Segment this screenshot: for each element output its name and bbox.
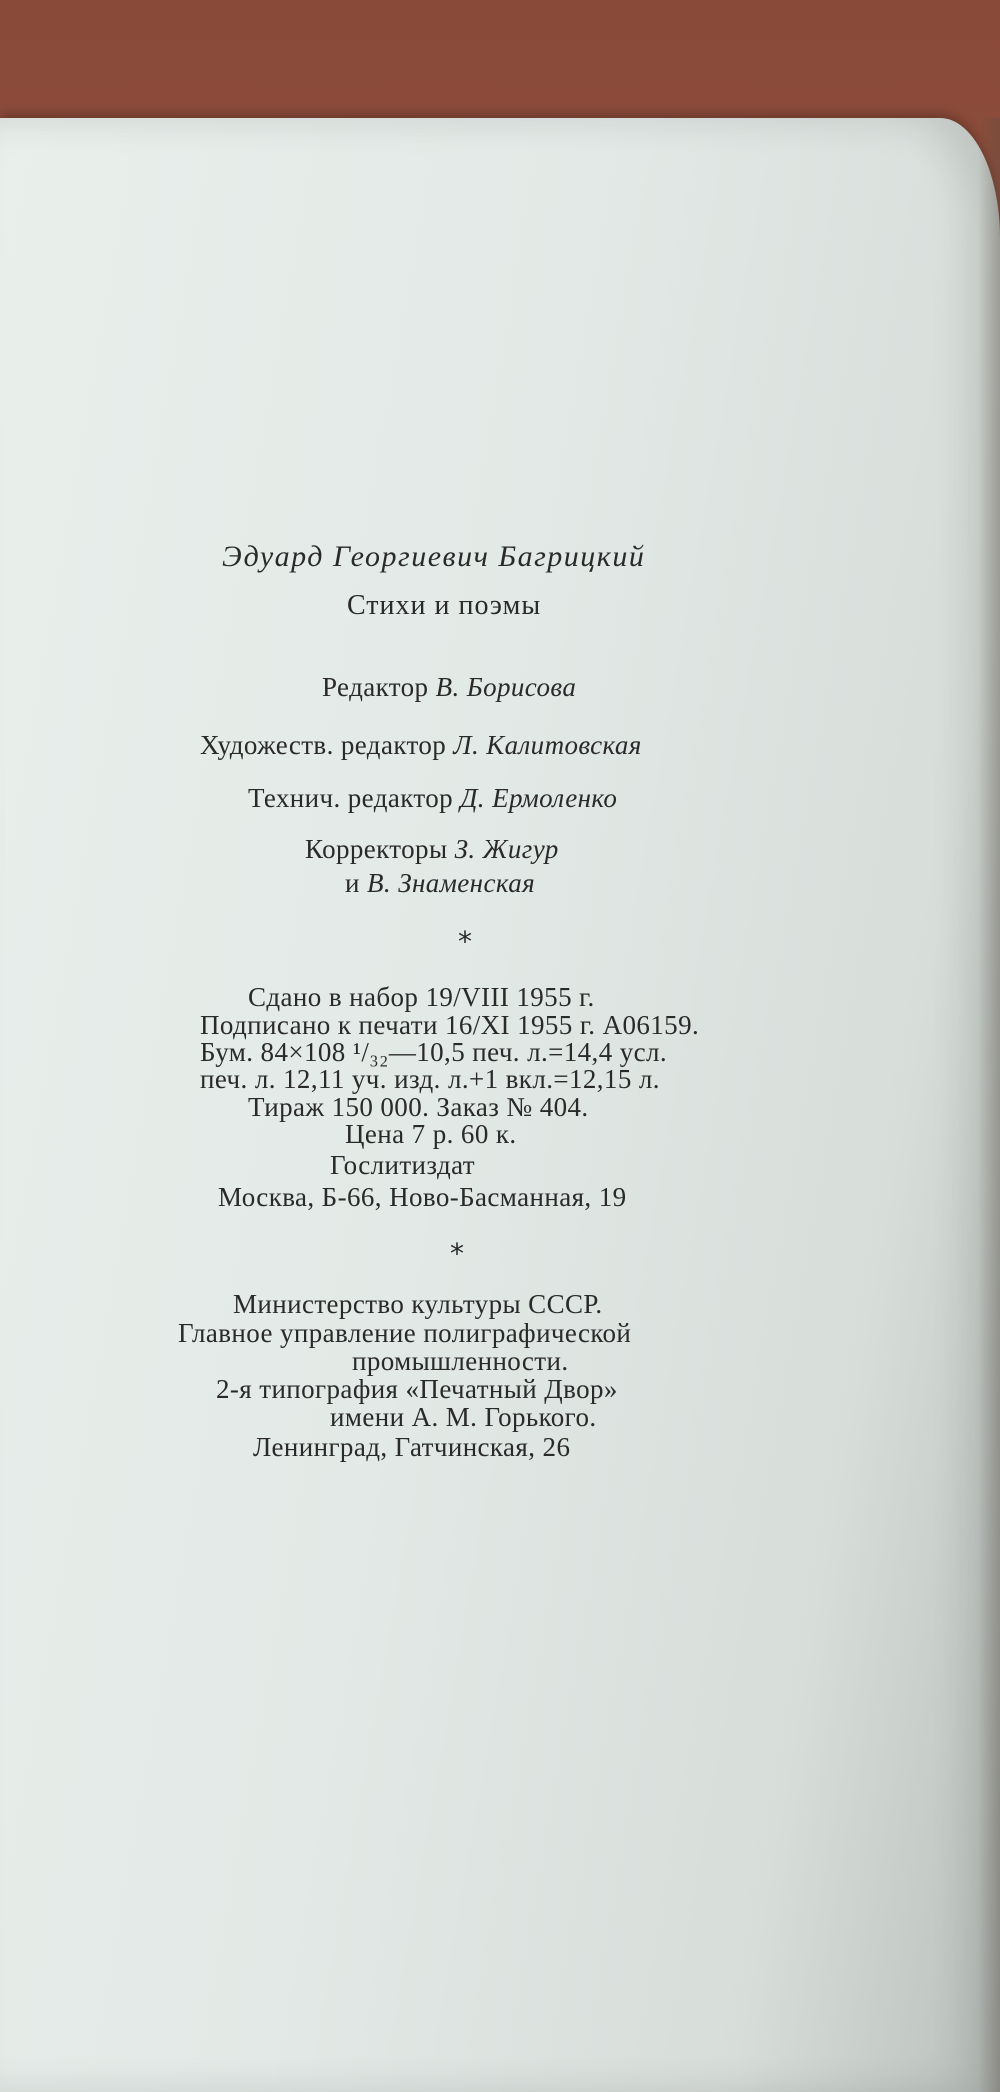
printer-line-4: 2-я типография «Печатный Двор» bbox=[216, 1374, 618, 1404]
tech-editor-label: Технич. редактор bbox=[248, 783, 454, 813]
print-info-line-2: Подписано к печати 16/XI 1955 г. А06159. bbox=[200, 1010, 700, 1040]
printer-line-6: Ленинград, Гатчинская, 26 bbox=[253, 1432, 571, 1462]
proofreaders-label: Корректоры bbox=[305, 834, 448, 864]
tech-editor-line bbox=[248, 783, 617, 814]
printer-line-3: промышленности. bbox=[352, 1346, 569, 1376]
separator-star-2: * bbox=[450, 1237, 464, 1270]
publisher-address: Москва, Б-66, Ново-Басманная, 19 bbox=[218, 1182, 627, 1212]
printer-line-5: имени А. М. Горького. bbox=[330, 1402, 597, 1432]
print-info-line-5: Тираж 150 000. Заказ № 404. bbox=[248, 1092, 589, 1122]
print-info-line-4: печ. л. 12,11 уч. изд. л.+1 вкл.=12,15 л. bbox=[200, 1064, 660, 1094]
author-name: Эдуард Георгиевич Багрицкий bbox=[222, 540, 646, 573]
print-info-line-3: Бум. 84×108 ¹/₃₂—10,5 печ. л.=14,4 усл. bbox=[200, 1037, 668, 1067]
proofreaders-conjunction: и bbox=[345, 868, 360, 898]
printer-line-2: Главное управление полиграфической bbox=[178, 1318, 632, 1348]
proofreader-name-1: З. Жигур bbox=[454, 834, 559, 864]
editor-line bbox=[322, 672, 576, 703]
page-edge-shadow bbox=[978, 118, 1000, 2092]
art-editor-line bbox=[200, 730, 642, 761]
tech-editor-name: Д. Ермоленко bbox=[460, 783, 618, 813]
proofreaders-line-1 bbox=[305, 834, 559, 865]
art-editor-label: Художеств. редактор bbox=[200, 730, 447, 760]
print-info-line-1: Сдано в набор 19/VIII 1955 г. bbox=[248, 982, 595, 1012]
separator-star-1: * bbox=[458, 925, 472, 958]
print-info-line-6: Цена 7 р. 60 к. bbox=[345, 1119, 517, 1149]
book-title: Стихи и поэмы bbox=[347, 590, 542, 621]
editor-name: В. Борисова bbox=[435, 672, 577, 702]
printer-line-1: Министерство культуры СССР. bbox=[233, 1289, 603, 1319]
proofreaders-line-2 bbox=[345, 868, 535, 899]
art-editor-name: Л. Калитовская bbox=[453, 730, 642, 760]
editor-label: Редактор bbox=[322, 672, 429, 702]
publisher-name: Гослитиздат bbox=[330, 1150, 475, 1180]
proofreader-name-2: В. Знаменская bbox=[367, 868, 536, 898]
